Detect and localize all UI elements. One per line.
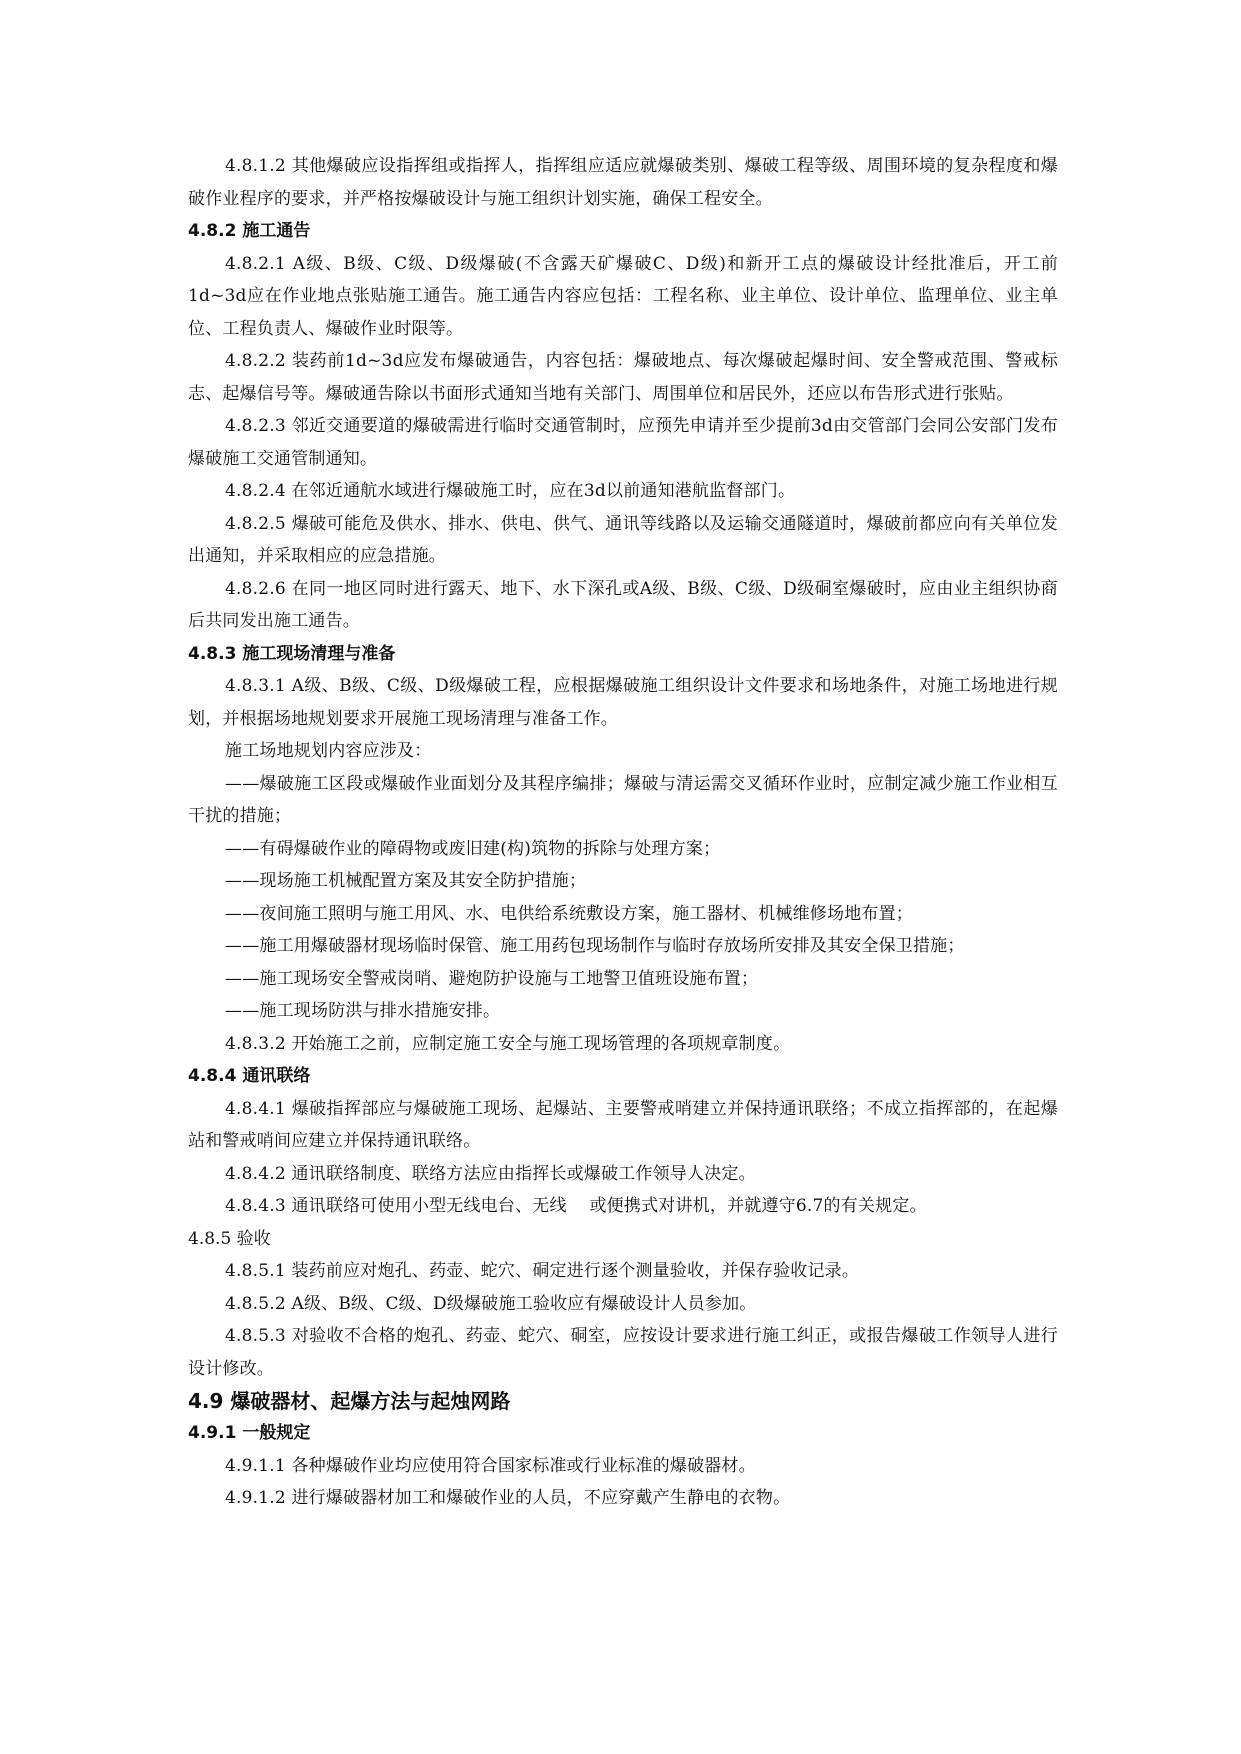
heading-4-8-2: 4.8.2 施工通告 <box>188 221 311 241</box>
paragraph-4-8-3-1: 4.8.3.1 A级、B级、C级、D级爆破工程，应根据爆破施工组织设计文件要求和场地条件，对施工场地进行规划，并根据场地规划要求开展施工现场清理与准备工作。 <box>188 676 1058 729</box>
paragraph-4-8-2-6: 4.8.2.6 在同一地区同时进行露天、地下、水下深孔或A级、B级、C级、D级硐室爆破时，应由业主组织协商后共同发出施工通告。 <box>188 578 1058 631</box>
paragraph-4-8-3-2: 4.8.3.2 开始施工之前，应制定施工安全与施工现场管理的各项规章制度。 <box>225 1033 791 1054</box>
paragraph-4-9-1-1: 4.9.1.1 各种爆破作业均应使用符合国家标准或行业标准的爆破器材。 <box>225 1455 756 1476</box>
list-item-dash: ——施工现场安全警戒岗哨、避炮防护设施与工地警卫值班设施布置； <box>225 968 759 989</box>
paragraph-4-8-4-3: 4.8.4.3 通讯联络可使用小型无线电台、无线 或便携式对讲机，并就遵守6.7的有关规定。 <box>225 1196 927 1216</box>
heading-4-9: 4.9 爆破器材、起爆方法与起烛网路 <box>188 1389 511 1413</box>
paragraph-4-8-4-1: 4.8.4.1 爆破指挥部应与爆破施工现场、起爆站、主要警戒哨建立并保持通讯联络；不成立指挥部的，在起爆站和警戒哨间应建立并保持通讯联络。 <box>188 1098 1058 1151</box>
paragraph-4-8-2-1: 4.8.2.1 A级、B级、C级、D级爆破(不含露天矿爆破C、D级)和新开工点的爆破设计经批准后，开工前1d~3d应在作业地点张贴施工通告。施工通告内容应包括：工程名称、业主单位、设计单位、监理单位、业主单位、工程负责人、爆破作业时限等。 <box>188 253 1058 339</box>
heading-4-9-1: 4.9.1 一般规定 <box>188 1423 311 1443</box>
paragraph-4-8-4-2: 4.8.4.2 通讯联络制度、联络方法应由指挥长或爆破工作领导人决定。 <box>225 1163 756 1184</box>
list-item-dash: ——施工用爆破器材现场临时保管、施工用药包现场制作与临时存放场所安排及其安全保卫措施； <box>225 936 965 956</box>
paragraph-4-8-5-2: 4.8.5.2 A级、B级、C级、D级爆破施工验收应有爆破设计人员参加。 <box>225 1293 757 1314</box>
heading-4-8-5: 4.8.5 验收 <box>188 1228 271 1249</box>
list-item-dash: ——现场施工机械配置方案及其安全防护措施； <box>225 871 587 891</box>
heading-4-8-4: 4.8.4 通讯联络 <box>188 1066 311 1086</box>
list-item-dash: ——有碍爆破作业的障碍物或废旧建(构)筑物的拆除与处理方案； <box>225 838 721 859</box>
paragraph-site-planning-intro: 施工场地规划内容应涉及： <box>225 741 432 761</box>
paragraph-4-8-2-5: 4.8.2.5 爆破可能危及供水、排水、供电、供气、通讯等线路以及运输交通隧道时，爆破前都应向有关单位发出通知，并采取相应的应急措施。 <box>188 513 1058 566</box>
paragraph-4-8-1-2: 4.8.1.2 其他爆破应设指挥组或指挥人，指挥组应适应就爆破类别、爆破工程等级、周围环境的复杂程度和爆破作业程序的要求，并严格按爆破设计与施工组织计划实施，确保工程安全。 <box>188 156 1058 209</box>
heading-4-8-3: 4.8.3 施工现场清理与准备 <box>188 643 396 664</box>
paragraph-4-8-2-2: 4.8.2.2 装药前1d~3d应发布爆破通告，内容包括：爆破地点、每次爆破起爆时间、安全警戒范围、警戒标志、起爆信号等。爆破通告除以书面形式通知当地有关部门、周围单位和居民外，还应以布告形式进行张贴。 <box>188 351 1058 404</box>
paragraph-4-8-2-4: 4.8.2.4 在邻近通航水域进行爆破施工时，应在3d以前通知港航监督部门。 <box>225 481 796 501</box>
list-item-dash: ——施工现场防洪与排水措施安排。 <box>225 1001 501 1021</box>
paragraph-4-8-5-1: 4.8.5.1 装药前应对炮孔、药壶、蛇穴、硐定进行逐个测量验收，并保存验收记录。 <box>225 1261 860 1281</box>
document-body <box>188 150 1058 1515</box>
list-item-dash: ——爆破施工区段或爆破作业面划分及其程序编排；爆破与清运需交叉循环作业时，应制定减少施工作业相互干扰的措施； <box>188 773 1058 826</box>
paragraph-4-9-1-2: 4.9.1.2 进行爆破器材加工和爆破作业的人员，不应穿戴产生静电的衣物。 <box>225 1488 791 1508</box>
list-item-dash: ——夜间施工照明与施工用风、水、电供给系统敷设方案，施工器材、机械维修场地布置； <box>225 903 913 924</box>
paragraph-4-8-2-3: 4.8.2.3 邻近交通要道的爆破需进行临时交通管制时，应预先申请并至少提前3d由交管部门会同公安部门发布爆破施工交通管制通知。 <box>188 416 1058 469</box>
paragraph-4-8-5-3: 4.8.5.3 对验收不合格的炮孔、药壶、蛇穴、硐室，应按设计要求进行施工纠正，或报告爆破工作领导人进行设计修改。 <box>188 1326 1058 1379</box>
